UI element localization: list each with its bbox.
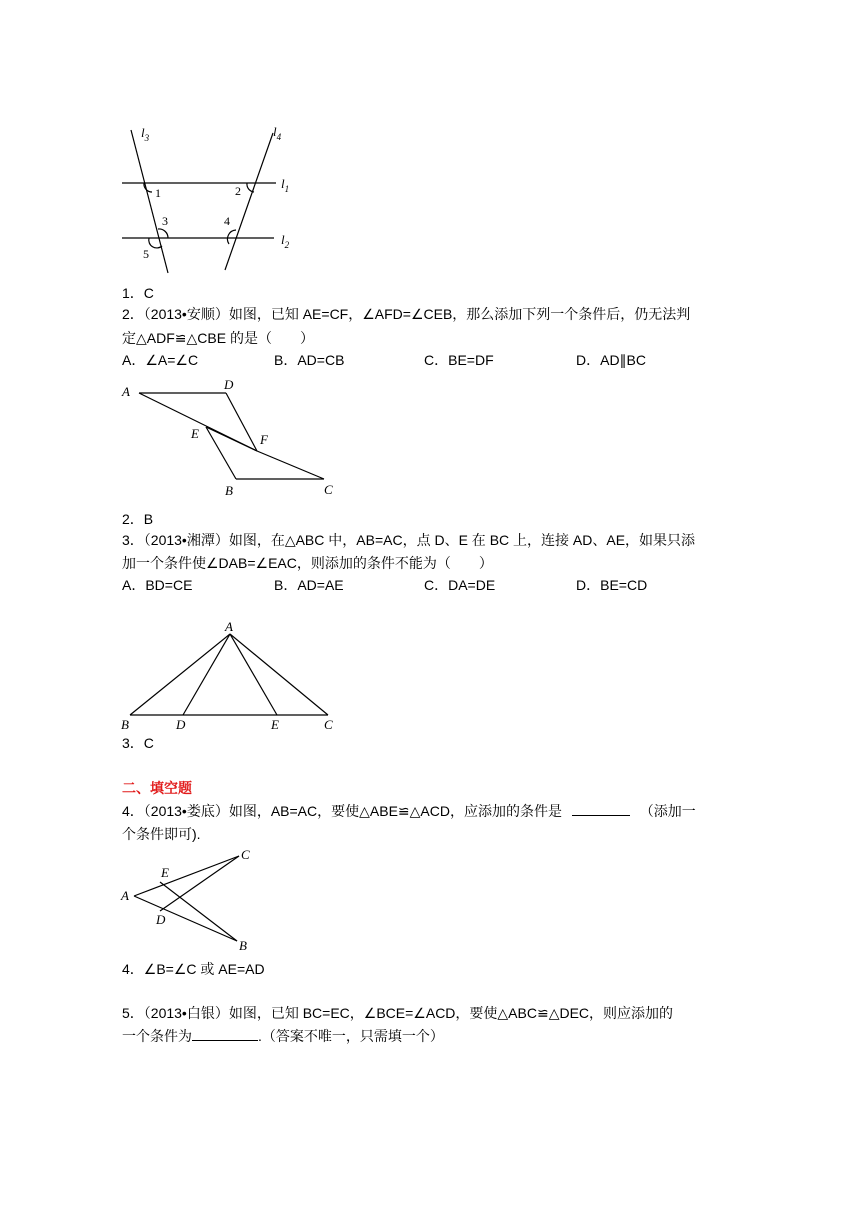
answer-blank-5[interactable] — [192, 1028, 258, 1041]
label-D: D — [224, 377, 234, 392]
label-l2: $l_2$ — [281, 232, 290, 250]
label-l4: $l_4$ — [273, 124, 282, 142]
label-A: A — [122, 384, 130, 399]
label-B: B — [225, 483, 233, 498]
option-3b: B．AD=AE — [274, 577, 344, 593]
angle-label-4: 4 — [224, 214, 230, 228]
option-2b: B．AD=CB — [274, 352, 345, 368]
question-4-text-a: 4．（2013•娄底）如图，AB=AC，要使△ABE≌△ACD，应添加的条件是 — [122, 803, 562, 819]
label-l3: $l_3$ — [141, 125, 150, 143]
label-B: B — [121, 717, 129, 732]
label-C: C — [324, 482, 333, 497]
segment-BE — [160, 882, 237, 941]
label-D: D — [176, 717, 186, 732]
label-D: D — [156, 912, 166, 927]
answer-4: 4．∠B=∠C 或 AE=AD — [122, 961, 265, 977]
question-5-line-1: 5．（2013•白银）如图，已知 BC=EC，∠BCE=∠ACD，要使△ABC≌△DEC，则应添加的 — [122, 1005, 674, 1021]
label-C: C — [324, 717, 333, 732]
segment-AB — [134, 896, 237, 941]
option-3d: D．BE=CD — [576, 577, 648, 593]
question-5-text-b: .（答案不唯一，只需填一个） — [258, 1028, 444, 1044]
label-E: E — [191, 426, 199, 441]
label-A: A — [225, 619, 233, 634]
question-4-line-2: 个条件即可). — [122, 826, 201, 842]
label-l1: $l_1$ — [281, 176, 290, 194]
answer-3: 3．C — [122, 735, 154, 751]
segment-CD — [160, 856, 239, 911]
answer-2: 2．B — [122, 511, 154, 527]
option-2a: A．∠A=∠C — [122, 352, 199, 368]
label-C: C — [241, 847, 250, 862]
question-2-line-1: 2．（2013•安顺）如图，已知 AE=CF，∠AFD=∠CEB，那么添加下列一个条件后，仍无法判 — [122, 306, 691, 322]
question-5-line-2 — [122, 1026, 444, 1046]
option-2d: D．AD∥BC — [576, 352, 647, 368]
option-3c: C．DA=DE — [424, 577, 496, 593]
angle-label-2: 2 — [235, 184, 241, 198]
question-3-line-1: 3．（2013•湘潭）如图，在△ABC 中，AB=AC，点 D、E 在 BC 上，连接 AD、AE，如果只添 — [122, 532, 696, 548]
angle-label-5: 5 — [143, 247, 149, 261]
question-2-line-2: 定△ADF≌△CBE 的是（ ） — [122, 330, 314, 346]
question-4-text-b: （添加一 — [639, 803, 696, 819]
option-3a: A．BD=CE — [122, 577, 193, 593]
answer-1: 1．C — [122, 285, 154, 301]
angle-label-1: 1 — [155, 186, 161, 200]
segment-AC — [134, 856, 239, 896]
question-5-text-a: 一个条件为 — [122, 1028, 192, 1044]
option-2c: C．BE=DF — [424, 352, 494, 368]
angle-label-3: 3 — [162, 214, 168, 228]
label-F: F — [260, 432, 268, 447]
section-title-fill-in: 二、填空题 — [122, 780, 192, 796]
question-3-line-2: 加一个条件使∠DAB=∠EAC，则添加的条件不能为（ ） — [122, 555, 493, 571]
label-A: A — [121, 888, 129, 903]
label-E: E — [161, 865, 169, 880]
label-E: E — [271, 717, 279, 732]
label-B: B — [239, 938, 247, 953]
